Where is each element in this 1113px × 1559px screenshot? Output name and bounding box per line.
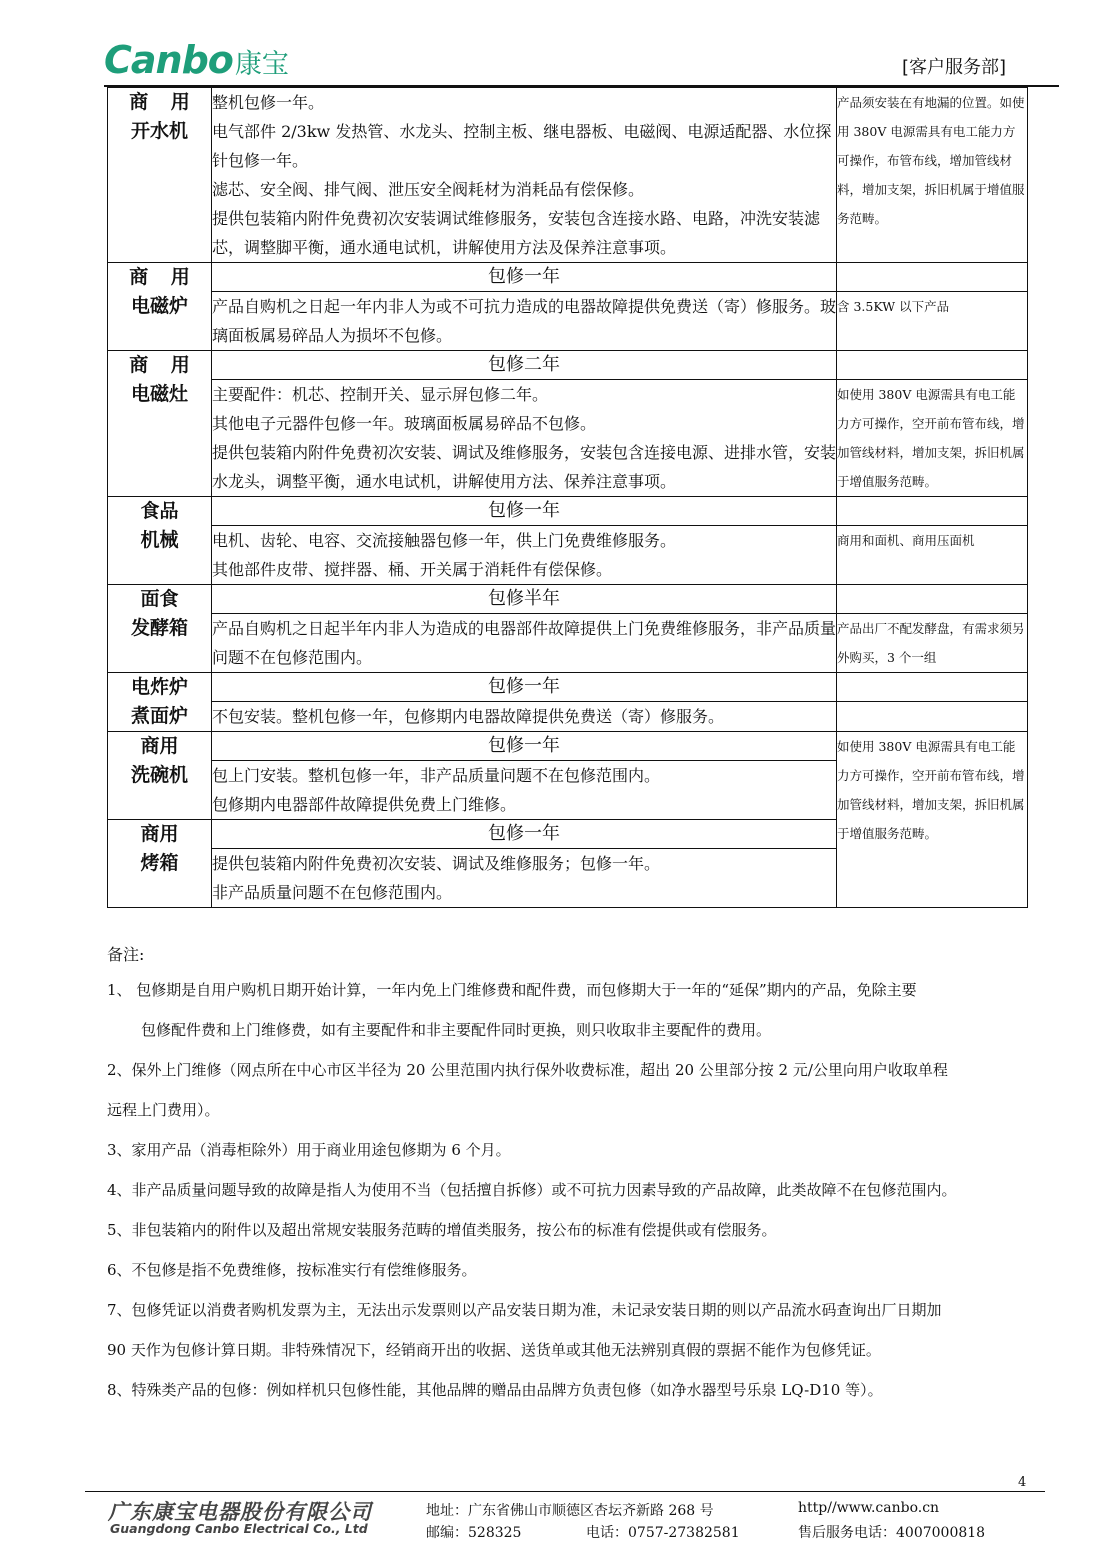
product-name-cell: 商 用 电磁炉 — [108, 263, 212, 351]
warranty-period: 包修半年 — [212, 585, 837, 614]
remark-item: 3、家用产品（消毒柜除外）用于商业用途包修期为 6 个月。 — [107, 1141, 511, 1159]
department-label: [客户服务部] — [902, 57, 1007, 78]
table-row — [108, 497, 1028, 526]
product-name-cell: 面食 发酵箱 — [108, 585, 212, 673]
warranty-description: 主要配件：机芯、控制开关、显示屏包修二年。 其他电子元器件包修一年。玻璃面板属易碎品不包修。 提供包装箱内附件免费初次安装、调试及维修服务，安装包含连接电源、进排水管，安装水龙头，调整平衡，通水电试机，讲解使用方法、保养注意事项。 — [212, 380, 837, 497]
warranty-period: 包修一年 — [212, 732, 837, 761]
empty-note-cell — [837, 497, 1028, 526]
product-name-cell: 商 用 电磁灶 — [108, 351, 212, 497]
table-row — [108, 351, 1028, 380]
warranty-description: 产品自购机之日起半年内非人为造成的电器部件故障提供上门免费维修服务，非产品质量问题不在包修范围内。 — [212, 614, 837, 673]
note-cell: 产品出厂不配发酵盘，有需求须另外购买，3 个一组 — [837, 614, 1028, 673]
warranty-description: 产品自购机之日起一年内非人为或不可抗力造成的电器故障提供免费送（寄）修服务。玻璃面板属易碎品人为损坏不包修。 — [212, 292, 837, 351]
warranty-period: 包修一年 — [212, 263, 837, 292]
warranty-table — [107, 87, 1028, 908]
company-phone: 电话：0757-27382581 — [586, 1525, 740, 1541]
remark-item: 4、非产品质量问题导致的故障是指人为使用不当（包括擅自拆修）或不可抗力因素导致的产品故障，此类故障不在包修范围内。 — [107, 1181, 957, 1199]
warranty-description: 电机、齿轮、电容、交流接触器包修一年，供上门免费维修服务。 其他部件皮带、搅拌器、桶、开关属于消耗件有偿保修。 — [212, 526, 837, 585]
remark-item: 6、不包修是指不免费维修，按标准实行有偿维修服务。 — [107, 1261, 477, 1279]
canbo-logo — [104, 38, 289, 82]
note-cell: 含 3.5KW 以下产品 — [837, 292, 1028, 351]
company-website: http//www.canbo.cn — [798, 1500, 940, 1516]
table-row — [108, 292, 1028, 351]
note-cell: 如使用 380V 电源需具有电工能力方可操作，空开前布管布线，增加管线材料，增加支架，拆旧机属于增值服务范畴。 — [837, 380, 1028, 497]
product-name-cell: 商 用 开水机 — [108, 88, 212, 263]
note-cell: 如使用 380V 电源需具有电工能力方可操作，空开前布管布线，增加管线材料，增加支架，拆旧机属于增值服务范畴。 — [837, 732, 1028, 908]
product-name-cell: 商用 烤箱 — [108, 820, 212, 908]
table-row — [108, 732, 1028, 761]
product-name-cell: 商用 洗碗机 — [108, 732, 212, 820]
warranty-description: 包上门安装。整机包修一年，非产品质量问题不在包修范围内。 包修期内电器部件故障提供免费上门维修。 — [212, 761, 837, 820]
table-row — [108, 673, 1028, 702]
note-cell: 商用和面机、商用压面机 — [837, 526, 1028, 585]
table-row — [108, 263, 1028, 292]
table-row — [108, 88, 1028, 263]
remark-item: 8、特殊类产品的包修：例如样机只包修性能，其他品牌的赠品由品牌方负责包修（如净水器型号乐泉 LQ-D10 等）。 — [107, 1381, 883, 1399]
page-number: 4 — [1018, 1475, 1027, 1490]
table-row — [108, 526, 1028, 585]
table-row — [108, 614, 1028, 673]
empty-note-cell — [837, 351, 1028, 380]
logo-chinese-text: 康宝 — [234, 49, 289, 80]
company-address: 地址：广东省佛山市顺德区杏坛齐新路 268 号 — [426, 1503, 714, 1519]
warranty-period: 包修一年 — [212, 673, 837, 702]
product-name-cell: 食品 机械 — [108, 497, 212, 585]
footer-divider — [85, 1491, 1045, 1492]
warranty-description: 整机包修一年。 电气部件 2/3kw 发热管、水龙头、控制主板、继电器板、电磁阀、电源适配器、水位探针包修一年。 滤芯、安全阀、排气阀、泄压安全阀耗材为消耗品有偿保修。 提供包装箱内附件免费初次安装调试维修服务，安装包含连接水路、电路，冲洗安装滤芯，调整脚平衡，通水通电试机，讲解使用方法及保养注意事项。 — [212, 88, 837, 263]
empty-note-cell — [837, 702, 1028, 732]
table-row — [108, 380, 1028, 497]
company-name-cn: 广东康宝电器股份有限公司 — [108, 1500, 372, 1524]
empty-note-cell — [837, 263, 1028, 292]
warranty-period: 包修一年 — [212, 820, 837, 849]
remark-item: 1、 包修期是自用户购机日期开始计算，一年内免上门维修费和配件费，而包修期大于一年的“延保”期内的产品，免除主要 包修配件费和上门维修费，如有主要配件和非主要配件同时更换，则只收取非主要配件的费用。 — [107, 981, 917, 1039]
logo-latin-text: Canbo — [104, 38, 233, 82]
remark-item: 5、非包装箱内的附件以及超出常规安装服务范畴的增值类服务，按公布的标准有偿提供或有偿服务。 — [107, 1221, 777, 1239]
table-row — [108, 702, 1028, 732]
company-postcode: 邮编：528325 — [426, 1525, 522, 1541]
table-row — [108, 585, 1028, 614]
remark-item: 2、保外上门维修（网点所在中心市区半径为 20 公里范围内执行保外收费标准，超出 20 公里部分按 2 元/公里向用户收取单程 远程上门费用）。 — [107, 1061, 948, 1119]
remarks-list — [107, 970, 1032, 1410]
remark-item: 7、包修凭证以消费者购机发票为主，无法出示发票则以产品安装日期为准，未记录安装日期的则以产品流水码查询出厂日期加 90 天作为包修计算日期。非特殊情况下，经销商开出的收据、送货单或其他无法辨别真假的票据不能作为包修凭证。 — [107, 1301, 942, 1359]
warranty-description: 不包安装。整机包修一年，包修期内电器故障提供免费送（寄）修服务。 — [212, 702, 837, 732]
company-name-en: Guangdong Canbo Electrical Co., Ltd — [110, 1521, 368, 1536]
note-cell: 产品须安装在有地漏的位置。如使用 380V 电源需具有电工能力方可操作，布管布线，增加管线材料，增加支架，拆旧机属于增值服务范畴。 — [837, 88, 1028, 263]
warranty-period: 包修一年 — [212, 497, 837, 526]
warranty-period: 包修二年 — [212, 351, 837, 380]
remarks-title: 备注: — [107, 945, 145, 964]
warranty-description: 提供包装箱内附件免费初次安装、调试及维修服务；包修一年。 非产品质量问题不在包修范围内。 — [212, 849, 837, 908]
empty-note-cell — [837, 673, 1028, 702]
product-name-cell: 电炸炉 煮面炉 — [108, 673, 212, 732]
service-phone: 售后服务电话：4007000818 — [798, 1525, 986, 1541]
empty-note-cell — [837, 585, 1028, 614]
